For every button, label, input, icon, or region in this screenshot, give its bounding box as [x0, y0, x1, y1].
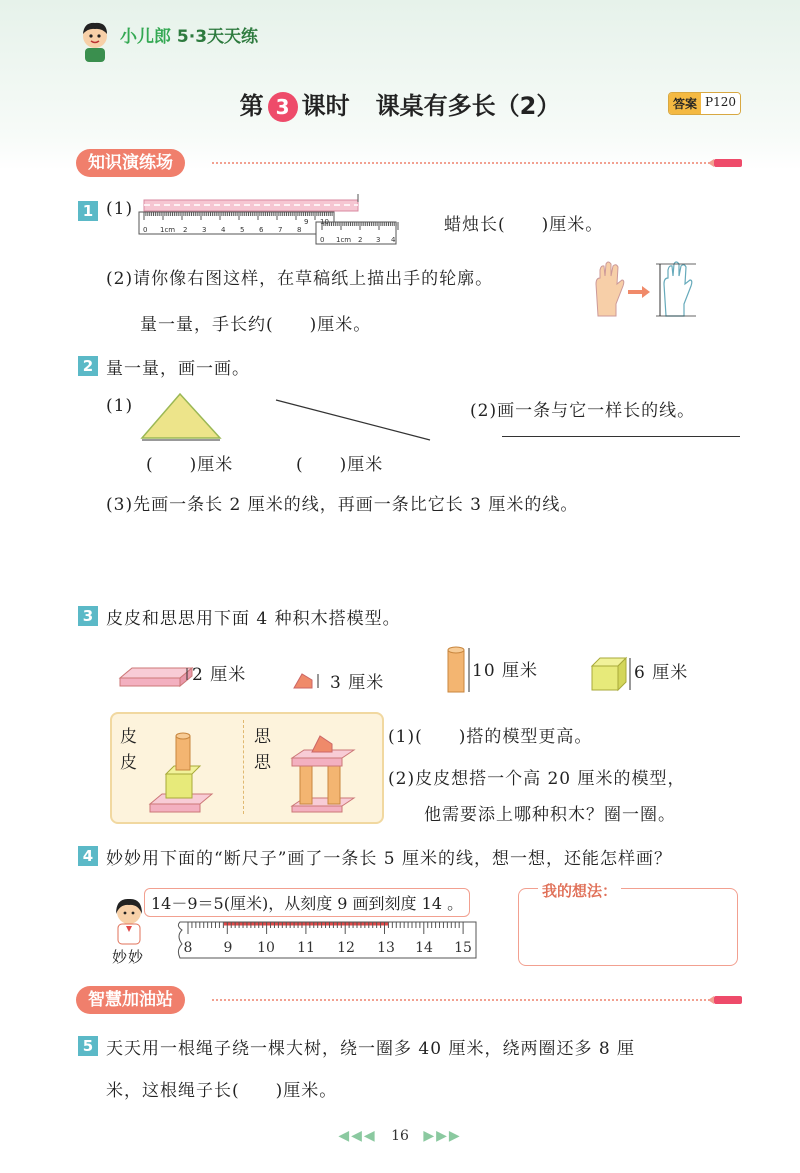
ruler-tick-label: 5 — [240, 226, 245, 234]
q2-part3-text: (3)先画一条长 2 厘米的线，再画一条比它长 3 厘米的线。 — [106, 495, 579, 515]
page-footer — [0, 1128, 800, 1144]
ruler-tick-label: 8 — [297, 226, 302, 234]
name-sisi: 思 — [254, 727, 272, 747]
question-number: 4 — [78, 846, 98, 866]
right-arrows-icon: ▶▶▶ — [423, 1128, 462, 1144]
brand-series: 5·3天天练 — [176, 27, 259, 47]
q1-part2-answer: 量一量，手长约( )厘米。 — [140, 315, 372, 335]
q1-candle-blank: 蜡烛长( )厘米。 — [444, 215, 604, 235]
ruler-tick-label: 6 — [259, 226, 264, 234]
ruler-tick-label: 8 — [183, 940, 193, 956]
ruler-tick-label: 0 — [143, 226, 148, 234]
name-pipi: 皮 — [120, 753, 138, 773]
section-header-wisdom: 智慧加油站 — [76, 986, 185, 1014]
name-pipi: 皮 — [120, 727, 138, 747]
brand-name: 小儿郎 — [120, 27, 171, 47]
candle-ruler-figure — [138, 194, 400, 246]
my-thoughts-label: 我的想法： — [538, 880, 621, 901]
answer-label: 答案 — [669, 93, 701, 114]
q4-prompt: 妙妙用下面的“断尺子”画了一条长 5 厘米的线，想一想，还能怎样画？ — [106, 849, 673, 869]
brand-logo — [120, 22, 258, 47]
q1-part2-text: (2)请你像右图这样，在草稿纸上描出手的轮廓。 — [106, 269, 494, 289]
question-number: 1 — [78, 201, 98, 221]
lesson-number-badge: 3 — [268, 92, 298, 122]
ruler-tick-label: 7 — [278, 226, 283, 234]
q2-prompt: 量一量，画一画。 — [106, 359, 250, 379]
answer-page: P120 — [701, 93, 740, 114]
boy-mascot-icon — [78, 20, 112, 64]
pencil-icon — [708, 993, 744, 1007]
ruler-tick-label: 2 — [183, 226, 188, 234]
ruler-tick-label: 1cm — [160, 226, 176, 234]
question-number: 2 — [78, 356, 98, 376]
q2-part1-label: (1) — [106, 396, 134, 416]
section-header-practice: 知识演练场 — [76, 149, 185, 177]
ruler-tick-label: 13 — [377, 940, 395, 956]
pencil-icon — [708, 156, 744, 170]
q2-part2-text: (2)画一条与它一样长的线。 — [470, 401, 696, 421]
lesson-title: 课桌有多长（2） — [375, 92, 561, 120]
ruler-tick-label: 10 — [320, 218, 329, 226]
block-height-label: 6 厘米 — [634, 663, 689, 683]
ruler-tick-label: 4 — [391, 236, 396, 244]
q2-line-blank: ( )厘米 — [296, 455, 384, 475]
page-number: 16 — [391, 1128, 409, 1144]
ruler-tick-label: 0 — [320, 236, 325, 244]
broken-ruler — [176, 920, 480, 960]
speech-bubble: 14－9＝5(厘米)，从刻度 9 画到刻度 14 。 — [144, 888, 470, 917]
ruler-tick-label: 9 — [223, 940, 233, 956]
question-number: 3 — [78, 606, 98, 626]
hand-outline-figure — [590, 260, 700, 320]
q2-figures — [136, 388, 436, 444]
models-figure — [146, 730, 376, 816]
section-divider — [212, 999, 710, 1001]
block-height-label: 3 厘米 — [330, 673, 385, 693]
name-sisi: 思 — [254, 753, 272, 773]
block-height-label: 10 厘米 — [472, 661, 539, 681]
ruler-tick-label: 3 — [202, 226, 207, 234]
block-height-label: 2 厘米 — [192, 665, 247, 685]
character-name: 妙妙 — [112, 948, 145, 966]
q3-prompt: 皮皮和思思用下面 4 种积木搭模型。 — [106, 609, 401, 629]
q3-sub2-line1: (2)皮皮想搭一个高 20 厘米的模型， — [388, 769, 686, 789]
left-arrows-icon: ◀◀◀ — [338, 1128, 377, 1144]
q3-sub1: (1)( )搭的模型更高。 — [388, 727, 593, 747]
ruler-tick-label: 14 — [415, 940, 433, 956]
ruler-tick-label: 4 — [221, 226, 226, 234]
ruler-tick-label: 3 — [376, 236, 381, 244]
q5-line1: 天天用一根绳子绕一棵大树，绕一圈多 40 厘米，绕两圈还多 8 厘 — [106, 1039, 636, 1059]
ruler-tick-label: 11 — [297, 940, 315, 956]
ruler-tick-label: 2 — [358, 236, 363, 244]
q3-sub2-line2: 他需要添上哪种积木？圈一圈。 — [424, 805, 676, 825]
lesson-prefix: 第 — [239, 92, 264, 120]
lesson-suffix: 课时 — [301, 92, 350, 120]
question-number: 5 — [78, 1036, 98, 1056]
ruler-tick-label: 15 — [454, 940, 472, 956]
answer-page-badge — [668, 92, 741, 115]
ruler-tick-label: 12 — [337, 940, 355, 956]
q2-triangle-blank: ( )厘米 — [146, 455, 234, 475]
q5-line2: 米，这根绳子长( )厘米。 — [106, 1081, 338, 1101]
ruler-tick-label: 9 — [304, 218, 309, 226]
q2-reference-line — [502, 436, 740, 437]
section-divider — [212, 162, 710, 164]
ruler-tick-label: 10 — [257, 940, 275, 956]
q1-part1-label: (1) — [106, 199, 134, 219]
ruler-tick-label: 1cm — [336, 236, 352, 244]
